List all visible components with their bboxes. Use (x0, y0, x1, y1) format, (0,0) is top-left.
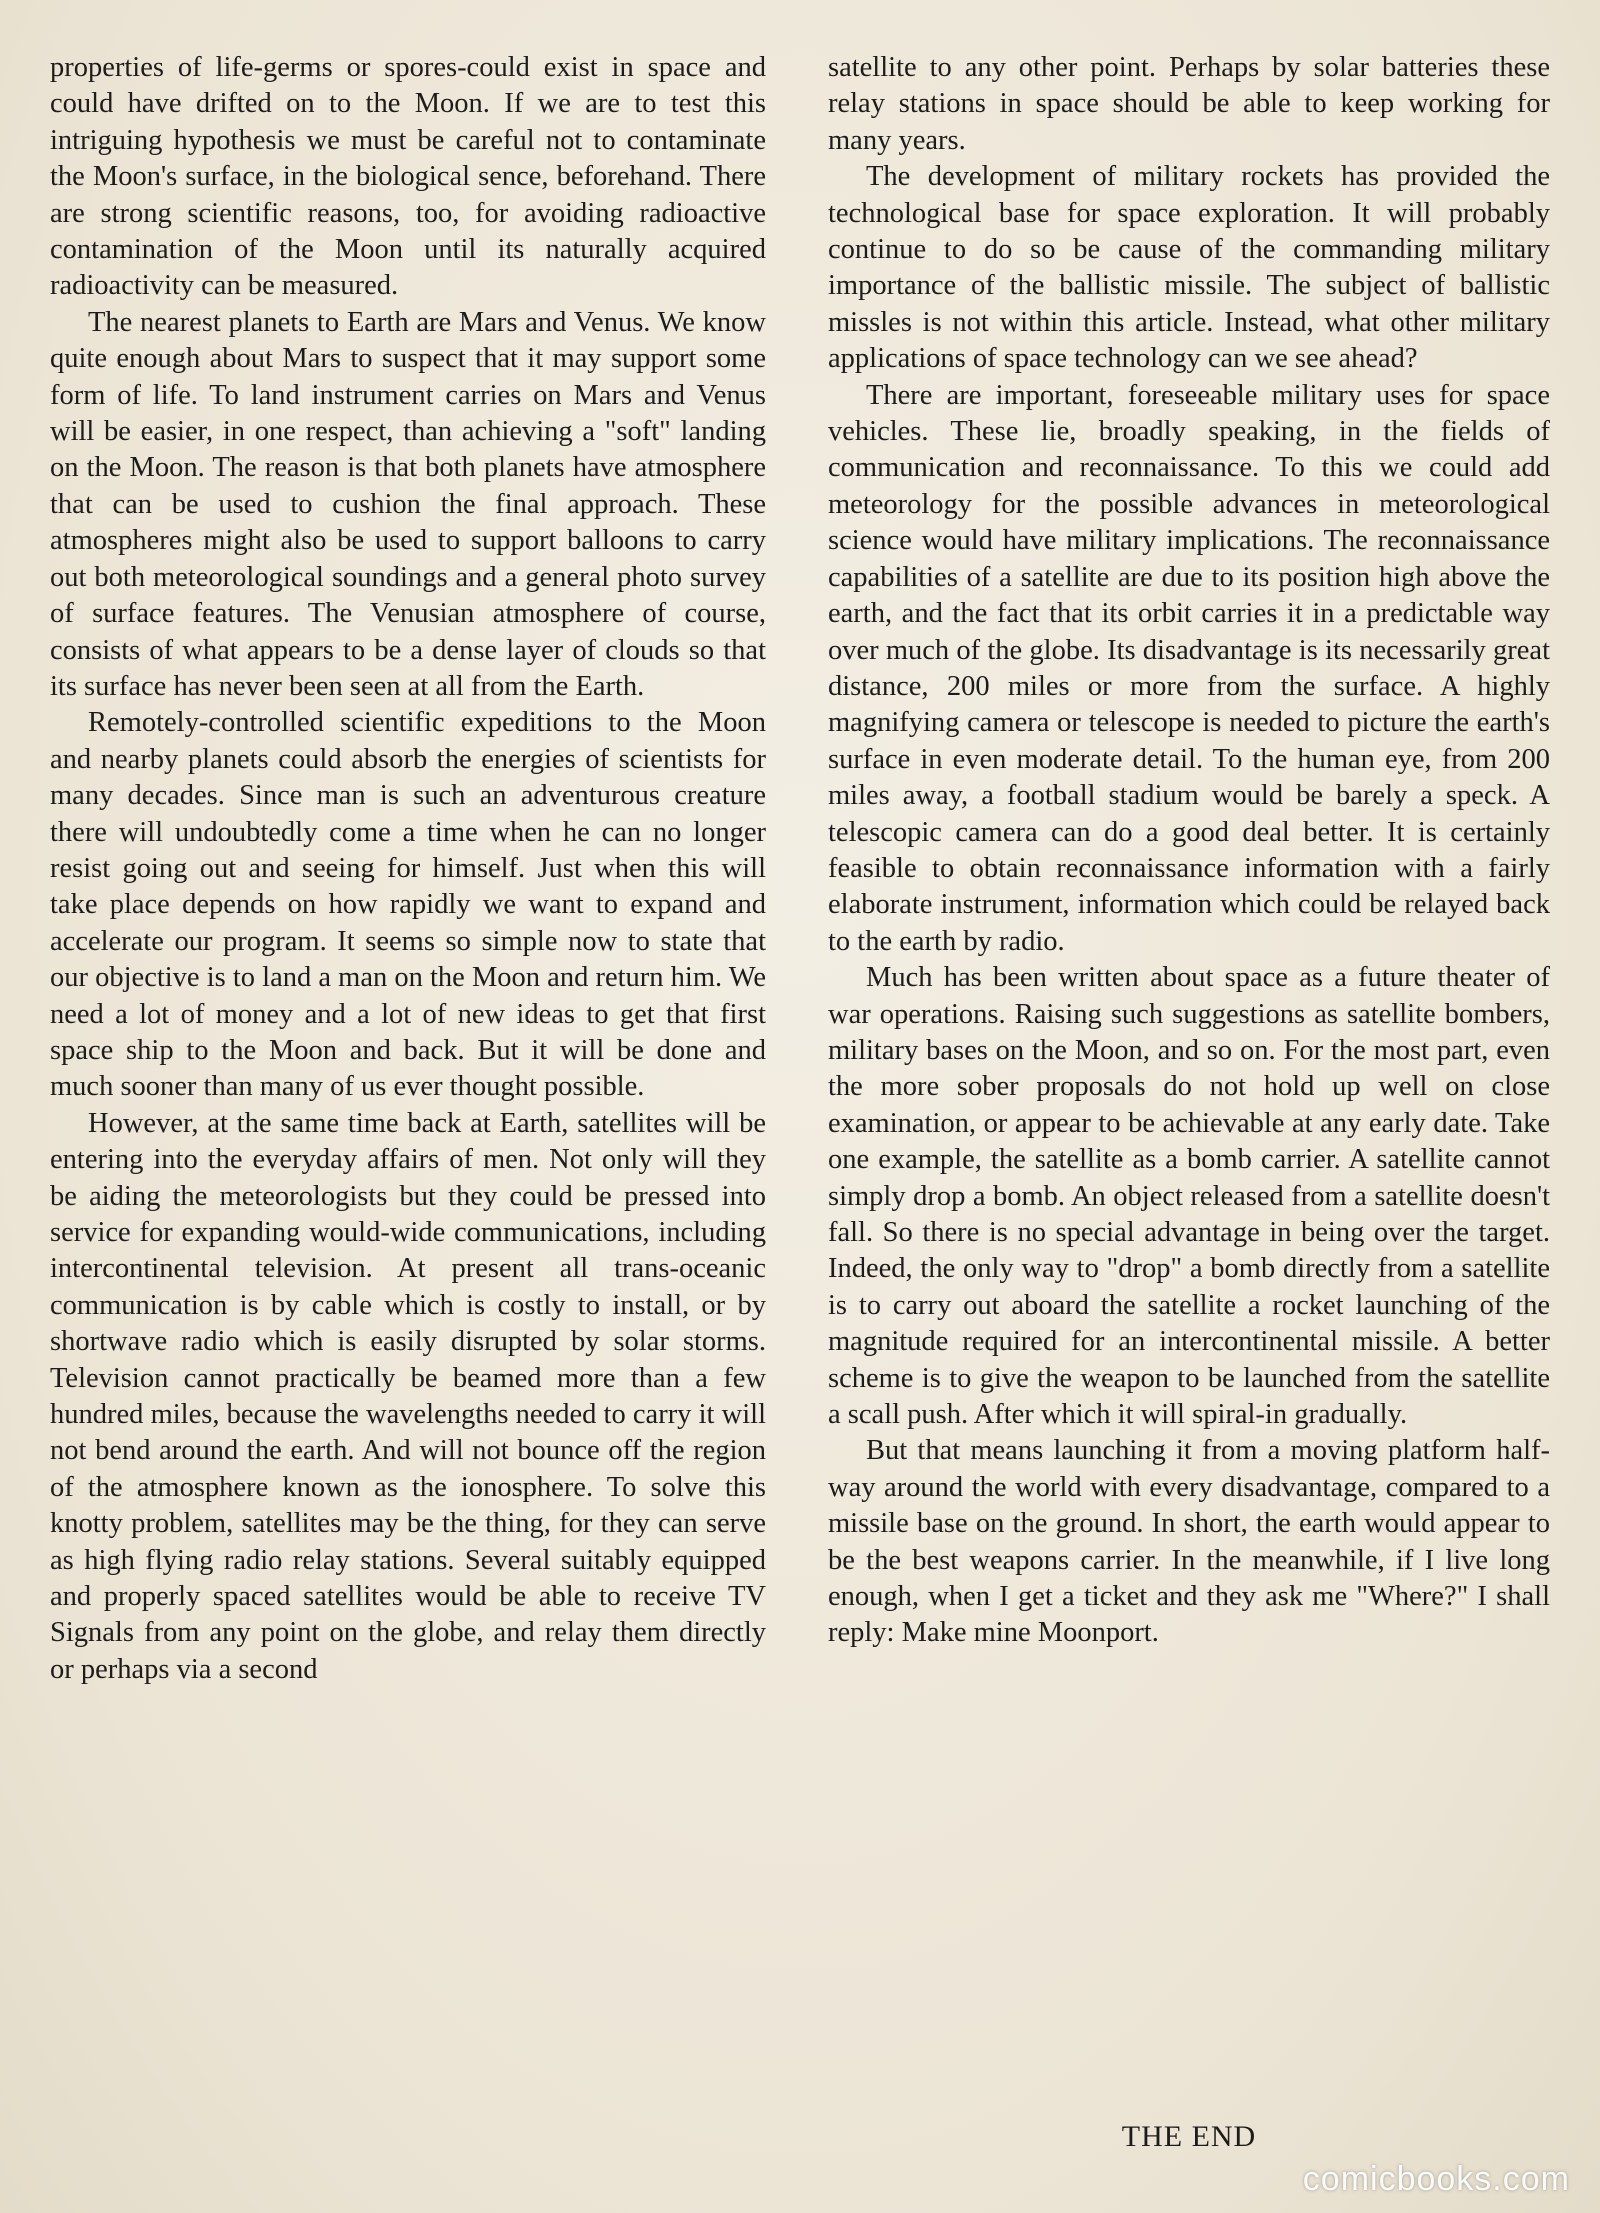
paragraph-conclusion: But that means launching it from a moving platform half-way around the world with every disadvantage, compared to a missile base on the ground. In short, the earth would appear to be the best weapons carrier. In the meanwhile, if I live long enough, when I get a ticket and they ask me "Where?" I shall reply: Make mine Moonport. (828, 1435, 1550, 1649)
paragraph-planets: The nearest planets to Earth are Mars and Venus. We know quite enough about Mars to suspect that it may support some form of life. To land instrument carries on Mars and Venus will be easier, in one respect, than achieving a "soft" landing on the Moon. The reason is that both planets have atmosphere that can be used to cushion the final approach. These atmospheres might also be used to support balloons to carry out both meteorological soundings and a general photo survey of surface features. The Venusian atmosphere of course, consists of what appears to be a dense layer of clouds so that its surface has never been seen at all from the Earth. (50, 306, 766, 702)
site-watermark: comicbooks.com (1302, 2160, 1570, 2198)
paragraph-satellites: However, at the same time back at Earth, satellites will be entering into the everyday affairs of men. Not only will they be aiding the meteorologists but they could be pressed into service for expanding would-wide communications, including intercontinental television. At present all trans-oceanic communication is by cable which is costly to install, or by shortwave radio which is easily disrupted by solar storms. Television cannot practically be beamed more than a few hundred miles, because the wavelengths needed to carry it will not bend around the earth. And will not bounce off the region of the atmosphere known as the ionosphere. To solve this knotty problem, satellites may be the thing, for they can serve as high flying radio relay stations. Several suitably equipped and properly spaced satellites would be able to receive TV Signals from any point on the globe, and relay them directly or perhaps via a second (50, 1107, 766, 1685)
paragraph-military-rockets: The development of military rockets has provided the technological base for space exploration. It will probably continue to do so be cause of the commanding military importance of the ballistic missile. The subject of ballistic missles is not within this article. Instead, what other military applications of space technology can we see ahead? (828, 161, 1550, 375)
right-text-column (828, 50, 1550, 1652)
the-end-mark: THE END (1121, 2120, 1257, 2153)
paragraph-continued: properties of life-germs or spores-could exist in space and could have drifted on to the Moon. If we are to test this intriguing hypothesis we must be careful not to contaminate the Moon's surface, in the biological sence, beforehand. There are strong scientific reasons, too, for avoiding radioactive contamination of the Moon until its naturally acquired radioactivity can be measured. (50, 52, 766, 302)
paragraph-relay-continued: satellite to any other point. Perhaps by solar batteries these relay stations in space should be able to keep working for many years. (828, 52, 1550, 156)
paragraph-war-operations: Much has been written about space as a future theater of war operations. Raising such suggestions as satellite bombers, military bases on the Moon, and so on. For the most part, even the more sober proposals do not hold up well on close examination, or appear to be achievable at any early date. Take one example, the satellite as a bomb carrier. A satellite cannot simply drop a bomb. An object released from a satellite doesn't fall. So there is no special advantage in being over the target. Indeed, the only way to "drop" a bomb directly from a satellite is to carry out aboard the satellite a rocket launching of the magnitude required for an intercontinental missile. A better scheme is to give the weapon to be launched from the satellite a scall push. After which it will spiral-in gradually. (828, 962, 1550, 1431)
paragraph-reconnaissance: There are important, foreseeable military uses for space vehicles. These lie, broadly speaking, in the fields of communication and reconnaissance. To this we could add meteorology for the possible advances in meteorological science would have military implications. The reconnaissance capabilities of a satellite are due to its position high above the earth, and the fact that its orbit carries it in a predictable way over much of the globe. Its disadvantage is its necessarily great distance, 200 miles or more from the surface. A highly magnifying camera or telescope is needed to picture the earth's surface in even moderate detail. To the human eye, from 200 miles away, a football stadium would be barely a speck. A telescopic camera can do a good deal better. It is certainly feasible to obtain reconnaissance information with a fairly elaborate instrument, information which could be relayed back to the earth by radio. (828, 379, 1550, 957)
paragraph-expeditions: Remotely-controlled scientific expeditions to the Moon and nearby planets could absorb the energies of scientists for many decades. Since man is such an adventurous creature there will undoubtedly come a time when he can no longer resist going out and seeing for himself. Just when this will take place depends on how rapidly we want to expand and accelerate our program. It seems so simple now to state that our objective is to land a man on the Moon and return him. We need a lot of money and a lot of new ideas to get that first space ship to the Moon and back. But it will be done and much sooner than many of us ever thought possible. (50, 707, 766, 1103)
left-text-column (50, 50, 766, 1688)
